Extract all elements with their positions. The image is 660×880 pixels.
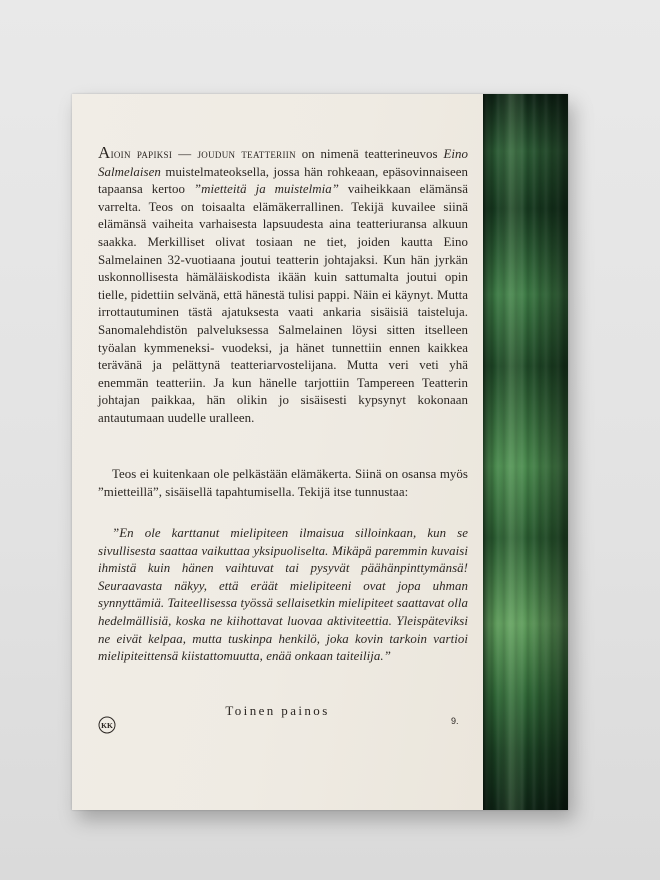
green-spine-edge xyxy=(483,94,568,810)
author-name: Eino Salmelaisen xyxy=(98,147,468,179)
author-quote: ”En ole karttanut mielipiteen ilmaisua silloinkaan, kun se sivullisesta saattaa vaikuttaa yksipuoliselta. Mikäpä paremmin kuvaisi ihmistä kuin hänen vaihtuvat tai pysyvät päähänpinttymänsä! Seuraavasta näkyy, että eräät mielipiteeni ovat jopa uhman synnyttämiä. Taiteellisessa työssä sellaisetkin mielipiteet saattavat olla hedelmällisiä, koska ne kiihottavat luovaa aktiviteettia. Yleispäteviksi ne eivät kelpaa, mutta tuskinpa henkilö, joka kovin tarkoin vartioi mielipiteittensä kiistattomuutta, enää onkaan taiteilija.” xyxy=(98,526,468,664)
lead-rest: ioin papiksi — joudun teatteriin xyxy=(110,147,296,161)
intro-text-a: on nimenä teatterineuvos xyxy=(295,147,444,161)
subtitle-phrase: ”mietteitä ja muistelmia” xyxy=(193,182,339,197)
second-paragraph: Teos ei kuitenkaan ole pelkästään elämäkerta. Siinä on osansa myös ”mietteillä”, sisäisellä tapahtumisella. Tekijä itse tunnustaa: xyxy=(98,467,468,499)
book-back-cover xyxy=(72,94,568,810)
lead-title-caps xyxy=(98,143,296,162)
intro-paragraph xyxy=(98,144,468,428)
intro-text-c: vaiheikkaan elämänsä varrelta. Teos on toisaalta elämäkerrallinen. Tekijä kuvailee siinä elämänsä vaiheita varhaisesta lapsuudesta aina teatteriuransa alkuun saakka. Merkilliset olivat tosiaan ne tiet, joiden kautta Eino Salmelainen 32-vuotiaana joutui teatterin johtajaksi. Kun hän jyrkän uskonnollisesta hämäläiskodista ikään kuin sattumalta joutui opin tielle, pidettiin selvänä, että hänestä tulisi pappi. Näin ei käynyt. Mutta irrottautuminen tästä ajatuksesta vaati ankaria sisäisiä taisteluja. Sanomalehdistön palveluksessa Salmelainen löysi sitten itselleen työalan kymmeneksi- vuodeksi, ja hänet tunnettiin ennen kaikkea terävänä ja pelättynä teatteriarvostelijana. Mutta veri veti yhä enemmän teatteriin. Ja kun hänelle tarjottiin Tampereen Teatterin johtajan paikkaa, hän olikin jo sisäisesti kypsynyt kokonaan antautumaan uudelle uralleen. xyxy=(98,182,468,425)
publisher-logo-text: KK xyxy=(101,721,113,730)
publisher-logo-icon xyxy=(98,716,116,734)
lead-first-letter: A xyxy=(98,143,111,162)
intro-text-b: muistelmateoksella, jossa hän rohkeaan, epäsovinnaiseen tapaansa kertoo xyxy=(98,164,468,197)
page-number: 9. xyxy=(451,716,459,726)
edition-label: Toinen painos xyxy=(225,703,330,718)
cover-paper xyxy=(72,94,483,810)
